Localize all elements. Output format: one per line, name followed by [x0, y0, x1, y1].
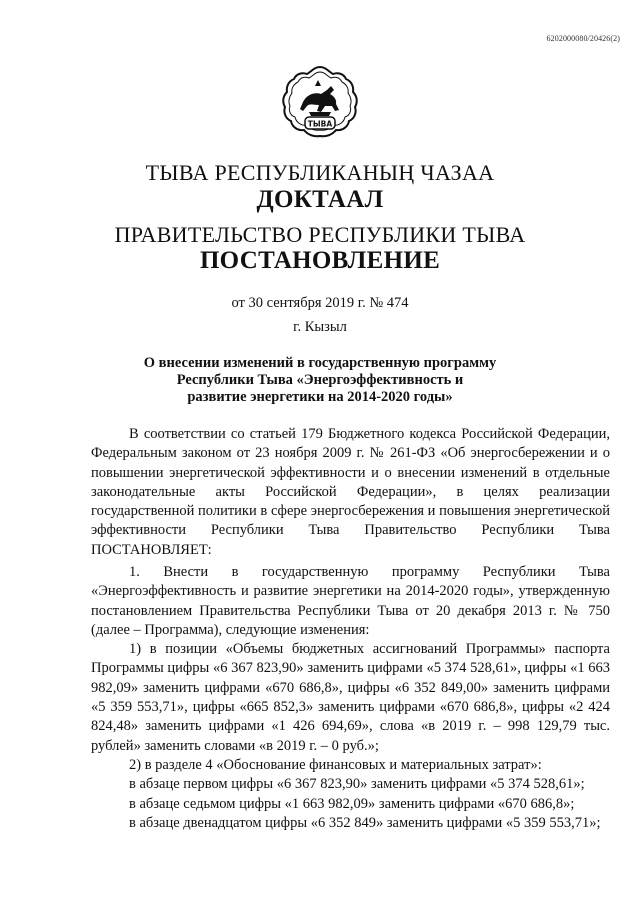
subject-line: О внесении изменений в государственную программу	[143, 355, 497, 371]
amendments-section	[91, 563, 610, 833]
document-type-russian: ПОСТАНОВЛЕНИЕ	[199, 247, 441, 274]
preamble-paragraph: В соответствии со статьей 179 Бюджетного кодекса Российской Федерации, Федеральным законом от 23 ноября 2009 г. № 261-ФЗ «Об энергосбережении и о повышении энергетической эффективности и о внесении изменений в отдельные законодательные акты Российской Федерации», в целях реализации государственной политики в сфере энергосбережения и повышения энергетической эффективности Республики Тыва Правительство Республики Тыва ПОСТАНОВЛЯЕТ:	[91, 426, 610, 558]
document-date-number: от 30 сентября 2019 г. № 474	[231, 295, 409, 311]
document-city: г. Кызыл	[293, 319, 347, 335]
subject-line: развитие энергетики на 2014-2020 годы»	[187, 389, 453, 405]
preamble-section	[91, 425, 610, 560]
item-1-2-c-paragraph: в абзаце двенадцатом цифры «6 352 849» заменить цифрами «5 359 553,71»;	[129, 814, 601, 831]
subject-line: Республики Тыва «Энергоэффективность и	[176, 372, 464, 388]
emblem-label: ТЫВА	[307, 119, 333, 129]
item-1-2-b-paragraph: в абзаце седьмом цифры «1 663 982,09» заменить цифрами «670 686,8»;	[129, 795, 575, 812]
tuva-emblem-icon	[281, 64, 359, 144]
document-subject	[0, 355, 640, 406]
item-1-paragraph: 1. Внести в государственную программу Республики Тыва «Энергоэффективность и развитие энергетики на 2014-2020 годы», утвержденную постановлением Правительства Республики Тыва от 20 декабря 2013 г. № 750 (далее – Программа), следующие изменения:	[91, 564, 610, 638]
item-1-2-paragraph: 2) в разделе 4 «Обоснование финансовых и материальных затрат»:	[129, 756, 542, 773]
item-1-1-paragraph: 1) в позиции «Объемы бюджетных ассигнований Программы» паспорта Программы цифры «6 367 823,90» заменить цифрами «5 374 528,61», цифры «1 663 982,09» заменить цифрами «670 686,8», цифры «6 352 849,00» заменить цифрами «5 359 553,71», цифры «665 852,3» заменить цифрами «670 686,8», цифры «2 424 824,48» заменить цифрами «1 426 694,69», слова «в 2019 г. – 998 129,79 тыс. рублей» заменить словами «в 2019 г. – 0 руб.»;	[91, 641, 610, 754]
government-title-tuvan: ТЫВА РЕСПУБЛИКАНЫҢ ЧАЗАА	[145, 160, 495, 185]
item-1-2-a-paragraph: в абзаце первом цифры «6 367 823,90» заменить цифрами «5 374 528,61»;	[129, 776, 585, 793]
government-title-russian: ПРАВИТЕЛЬСТВО РЕСПУБЛИКИ ТЫВА	[114, 222, 526, 247]
document-type-tuvan: ДОКТААЛ	[256, 186, 384, 213]
document-code: 6202000080/20426(2)	[546, 34, 620, 43]
